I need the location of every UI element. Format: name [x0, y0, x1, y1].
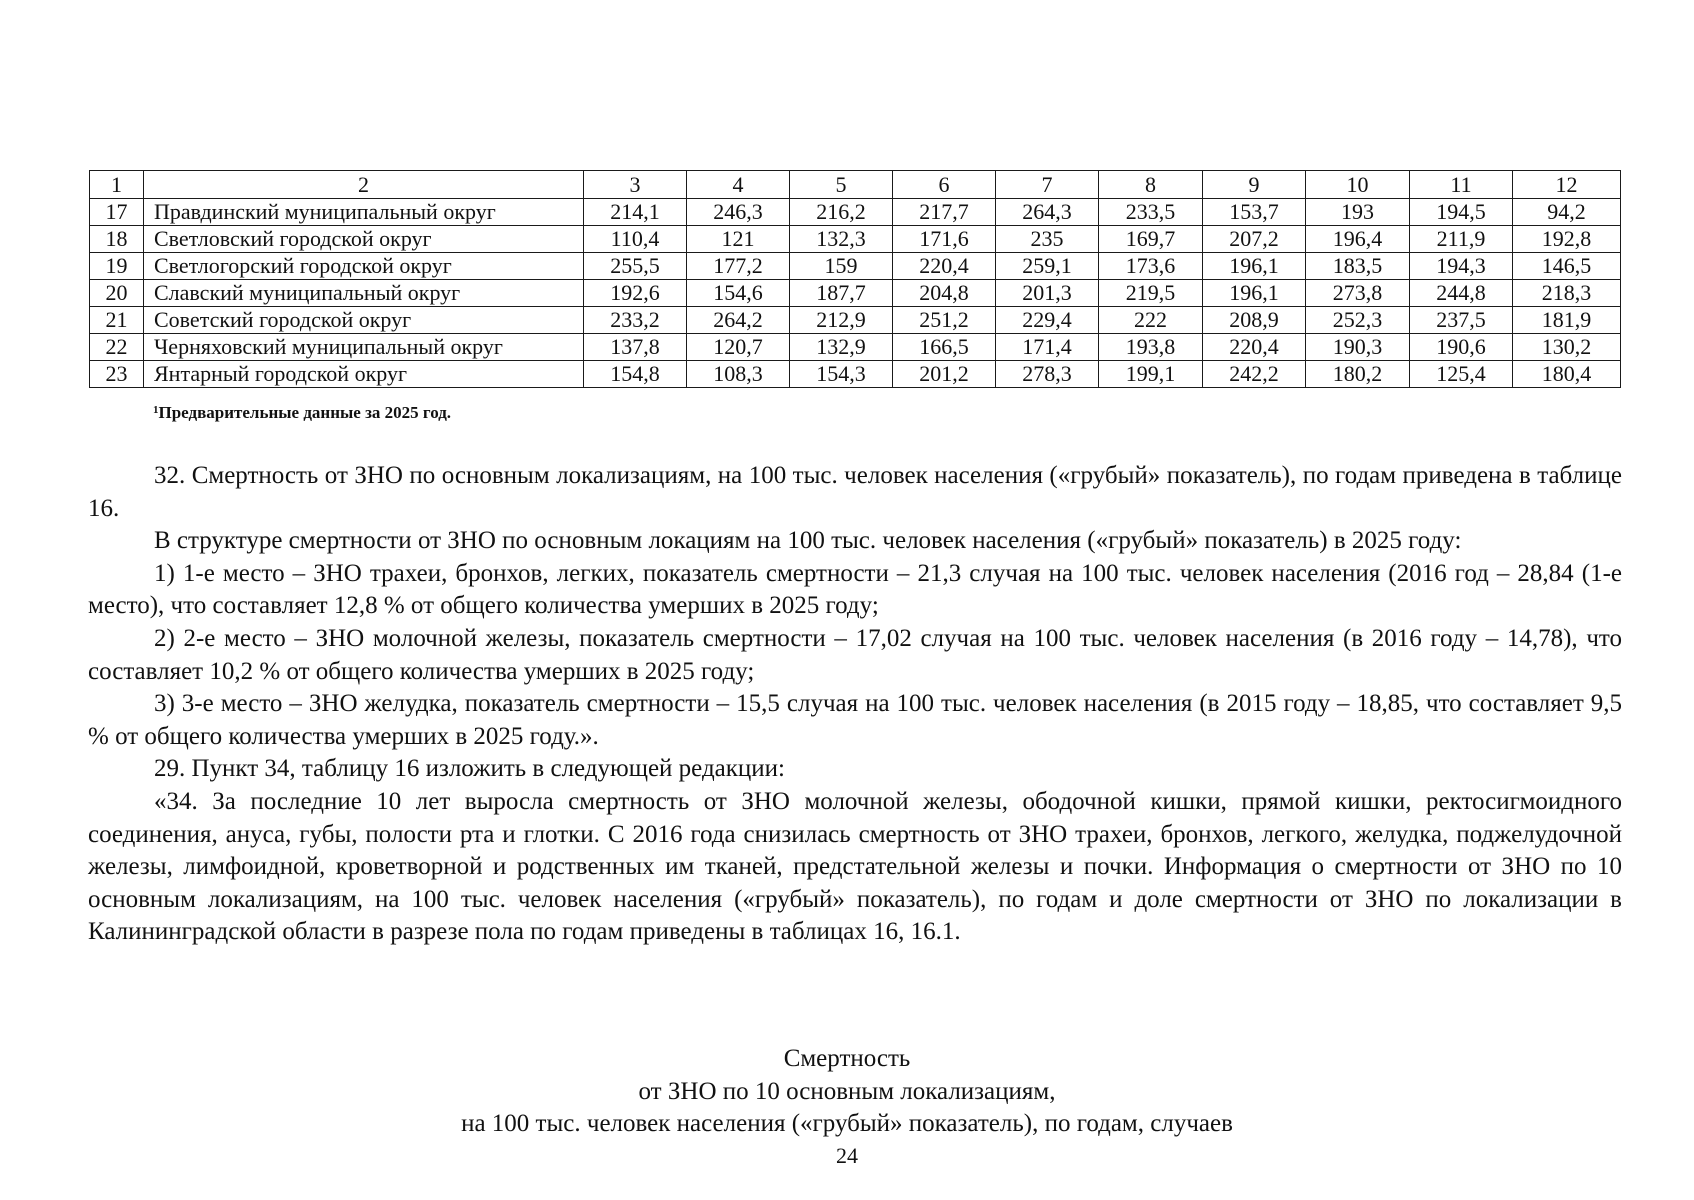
table-header-cell: 1 — [90, 171, 144, 199]
value-cell: 252,3 — [1306, 307, 1410, 334]
table-header-cell: 2 — [144, 171, 584, 199]
value-cell: 130,2 — [1513, 334, 1621, 361]
value-cell: 233,5 — [1099, 199, 1203, 226]
heading-line: от ЗНО по 10 основным локализациям, — [638, 1077, 1056, 1105]
paragraph: 29. Пункт 34, таблицу 16 изложить в следующей редакции: — [154, 755, 785, 783]
value-cell: 132,9 — [790, 334, 893, 361]
value-cell: 199,1 — [1099, 361, 1203, 388]
value-cell: 219,5 — [1099, 280, 1203, 307]
district-name-cell: Славский муниципальный округ — [144, 280, 584, 307]
paragraph: 3) 3-е место – ЗНО желудка, показатель смертности – 15,5 случая на 100 тыс. человек населения (в 2015 году – 18,85, что составляет 9,5 % от общего количества умерших в 2025 году.». — [88, 690, 1622, 750]
value-cell: 137,8 — [584, 334, 687, 361]
value-cell: 192,8 — [1513, 226, 1621, 253]
paragraph: 32. Смертность от ЗНО по основным локализациям, на 100 тыс. человек населения («грубый» показатель), по годам приведена в таблице 16. — [88, 462, 1622, 522]
table-header-cell: 8 — [1099, 171, 1203, 199]
district-name-cell: Советский городской округ — [144, 307, 584, 334]
paragraph: «34. За последние 10 лет выросла смертность от ЗНО молочной железы, ободочной кишки, прямой кишки, ректосигмоидного соединения, ануса, губы, полости рта и глотки. С 2016 года снизилась смертность от ЗНО трахеи, бронхов, легкого, желудка, поджелудочной железы, лимфоидной, кроветворной и родственных им тканей, предстательной железы и почки. Информация о смертности от ЗНО по 10 основным локализациям, на 100 тыс. человек населения («грубый» показатель), по годам и доле смертности от ЗНО по локализации в Калининградской области в разрезе пола по годам приведены в таблицах 16, 16.1. — [88, 787, 1622, 946]
value-cell: 233,2 — [584, 307, 687, 334]
value-cell: 214,1 — [584, 199, 687, 226]
value-cell: 159 — [790, 253, 893, 280]
table-body — [90, 171, 1621, 388]
value-cell: 259,1 — [996, 253, 1099, 280]
table-row — [90, 280, 1621, 307]
table-row — [90, 334, 1621, 361]
district-name-cell: Светлогорский городской округ — [144, 253, 584, 280]
value-cell: 192,6 — [584, 280, 687, 307]
table-header-cell: 9 — [1203, 171, 1306, 199]
value-cell: 201,3 — [996, 280, 1099, 307]
row-number-cell: 22 — [90, 334, 144, 361]
value-cell: 110,4 — [584, 226, 687, 253]
district-name-cell: Правдинский муниципальный округ — [144, 199, 584, 226]
table-header-cell: 6 — [893, 171, 996, 199]
table-row — [90, 307, 1621, 334]
heading-line: Смертность — [783, 1045, 911, 1072]
value-cell: 125,4 — [1410, 361, 1513, 388]
table-header-cell: 4 — [687, 171, 790, 199]
value-cell: 273,8 — [1306, 280, 1410, 307]
value-cell: 216,2 — [790, 199, 893, 226]
row-number-cell: 20 — [90, 280, 144, 307]
value-cell: 187,7 — [790, 280, 893, 307]
value-cell: 278,3 — [996, 361, 1099, 388]
value-cell: 207,2 — [1203, 226, 1306, 253]
paragraph: 1) 1-е место – ЗНО трахеи, бронхов, легких, показатель смертности – 21,3 случая на 100 тыс. человек населения (2016 год – 28,84 (1-е место), что составляет 12,8 % от общего количества умерших в 2025 году; — [88, 559, 1622, 620]
value-cell: 229,4 — [996, 307, 1099, 334]
value-cell: 193,8 — [1099, 334, 1203, 361]
value-cell: 235 — [996, 226, 1099, 253]
value-cell: 196,1 — [1203, 253, 1306, 280]
table-row — [90, 361, 1621, 388]
value-cell: 121 — [687, 226, 790, 253]
value-cell: 190,3 — [1306, 334, 1410, 361]
body-text — [88, 460, 1622, 949]
value-cell: 154,3 — [790, 361, 893, 388]
value-cell: 132,3 — [790, 226, 893, 253]
value-cell: 169,7 — [1099, 226, 1203, 253]
value-cell: 108,3 — [687, 361, 790, 388]
value-cell: 211,9 — [1410, 226, 1513, 253]
table-header-cell: 11 — [1410, 171, 1513, 199]
table-heading — [0, 1043, 1694, 1141]
district-name-cell: Светловский городской округ — [144, 226, 584, 253]
value-cell: 251,2 — [893, 307, 996, 334]
table-header-cell: 3 — [584, 171, 687, 199]
value-cell: 177,2 — [687, 253, 790, 280]
value-cell: 146,5 — [1513, 253, 1621, 280]
value-cell: 171,4 — [996, 334, 1099, 361]
value-cell: 208,9 — [1203, 307, 1306, 334]
value-cell: 217,7 — [893, 199, 996, 226]
row-number-cell: 19 — [90, 253, 144, 280]
row-number-cell: 17 — [90, 199, 144, 226]
district-name-cell: Янтарный городской округ — [144, 361, 584, 388]
value-cell: 194,5 — [1410, 199, 1513, 226]
table-header-cell: 7 — [996, 171, 1099, 199]
mortality-table — [89, 170, 1621, 388]
value-cell: 201,2 — [893, 361, 996, 388]
value-cell: 212,9 — [790, 307, 893, 334]
value-cell: 244,8 — [1410, 280, 1513, 307]
value-cell: 242,2 — [1203, 361, 1306, 388]
value-cell: 220,4 — [893, 253, 996, 280]
page-number: 24 — [836, 1143, 858, 1168]
value-cell: 218,3 — [1513, 280, 1621, 307]
value-cell: 237,5 — [1410, 307, 1513, 334]
value-cell: 173,6 — [1099, 253, 1203, 280]
table-row — [90, 226, 1621, 253]
value-cell: 194,3 — [1410, 253, 1513, 280]
row-number-cell: 18 — [90, 226, 144, 253]
district-name-cell: Черняховский муниципальный округ — [144, 334, 584, 361]
value-cell: 222 — [1099, 307, 1203, 334]
value-cell: 220,4 — [1203, 334, 1306, 361]
value-cell: 181,9 — [1513, 307, 1621, 334]
value-cell: 94,2 — [1513, 199, 1621, 226]
table-row — [90, 253, 1621, 280]
value-cell: 264,3 — [996, 199, 1099, 226]
value-cell: 153,7 — [1203, 199, 1306, 226]
value-cell: 246,3 — [687, 199, 790, 226]
footnote-text: Предварительные данные за 2025 год. — [158, 403, 452, 422]
value-cell: 154,8 — [584, 361, 687, 388]
value-cell: 196,1 — [1203, 280, 1306, 307]
value-cell: 171,6 — [893, 226, 996, 253]
value-cell: 196,4 — [1306, 226, 1410, 253]
value-cell: 120,7 — [687, 334, 790, 361]
table-header-cell: 12 — [1513, 171, 1621, 199]
value-cell: 166,5 — [893, 334, 996, 361]
value-cell: 183,5 — [1306, 253, 1410, 280]
heading-line: на 100 тыс. человек населения («грубый» показатель), по годам, случаев — [461, 1110, 1233, 1137]
footnote-marker: 1 — [153, 404, 159, 416]
value-cell: 180,4 — [1513, 361, 1621, 388]
value-cell: 190,6 — [1410, 334, 1513, 361]
paragraph: 2) 2-е место – ЗНО молочной железы, показатель смертности – 17,02 случая на 100 тыс. человек населения (в 2016 году – 14,78), что составляет 10,2 % от общего количества умерших в 2025 году; — [88, 624, 1622, 685]
row-number-cell: 23 — [90, 361, 144, 388]
value-cell: 255,5 — [584, 253, 687, 280]
value-cell: 204,8 — [893, 280, 996, 307]
value-cell: 154,6 — [687, 280, 790, 307]
table-header-row — [90, 171, 1621, 199]
paragraph: В структуре смертности от ЗНО по основным локациям на 100 тыс. человек населения («грубый» показатель) в 2025 году: — [154, 527, 1462, 555]
value-cell: 193 — [1306, 199, 1410, 226]
table-header-cell: 5 — [790, 171, 893, 199]
table-header-cell: 10 — [1306, 171, 1410, 199]
value-cell: 264,2 — [687, 307, 790, 334]
value-cell: 180,2 — [1306, 361, 1410, 388]
table-row — [90, 199, 1621, 226]
row-number-cell: 21 — [90, 307, 144, 334]
table-footnote — [153, 403, 451, 423]
